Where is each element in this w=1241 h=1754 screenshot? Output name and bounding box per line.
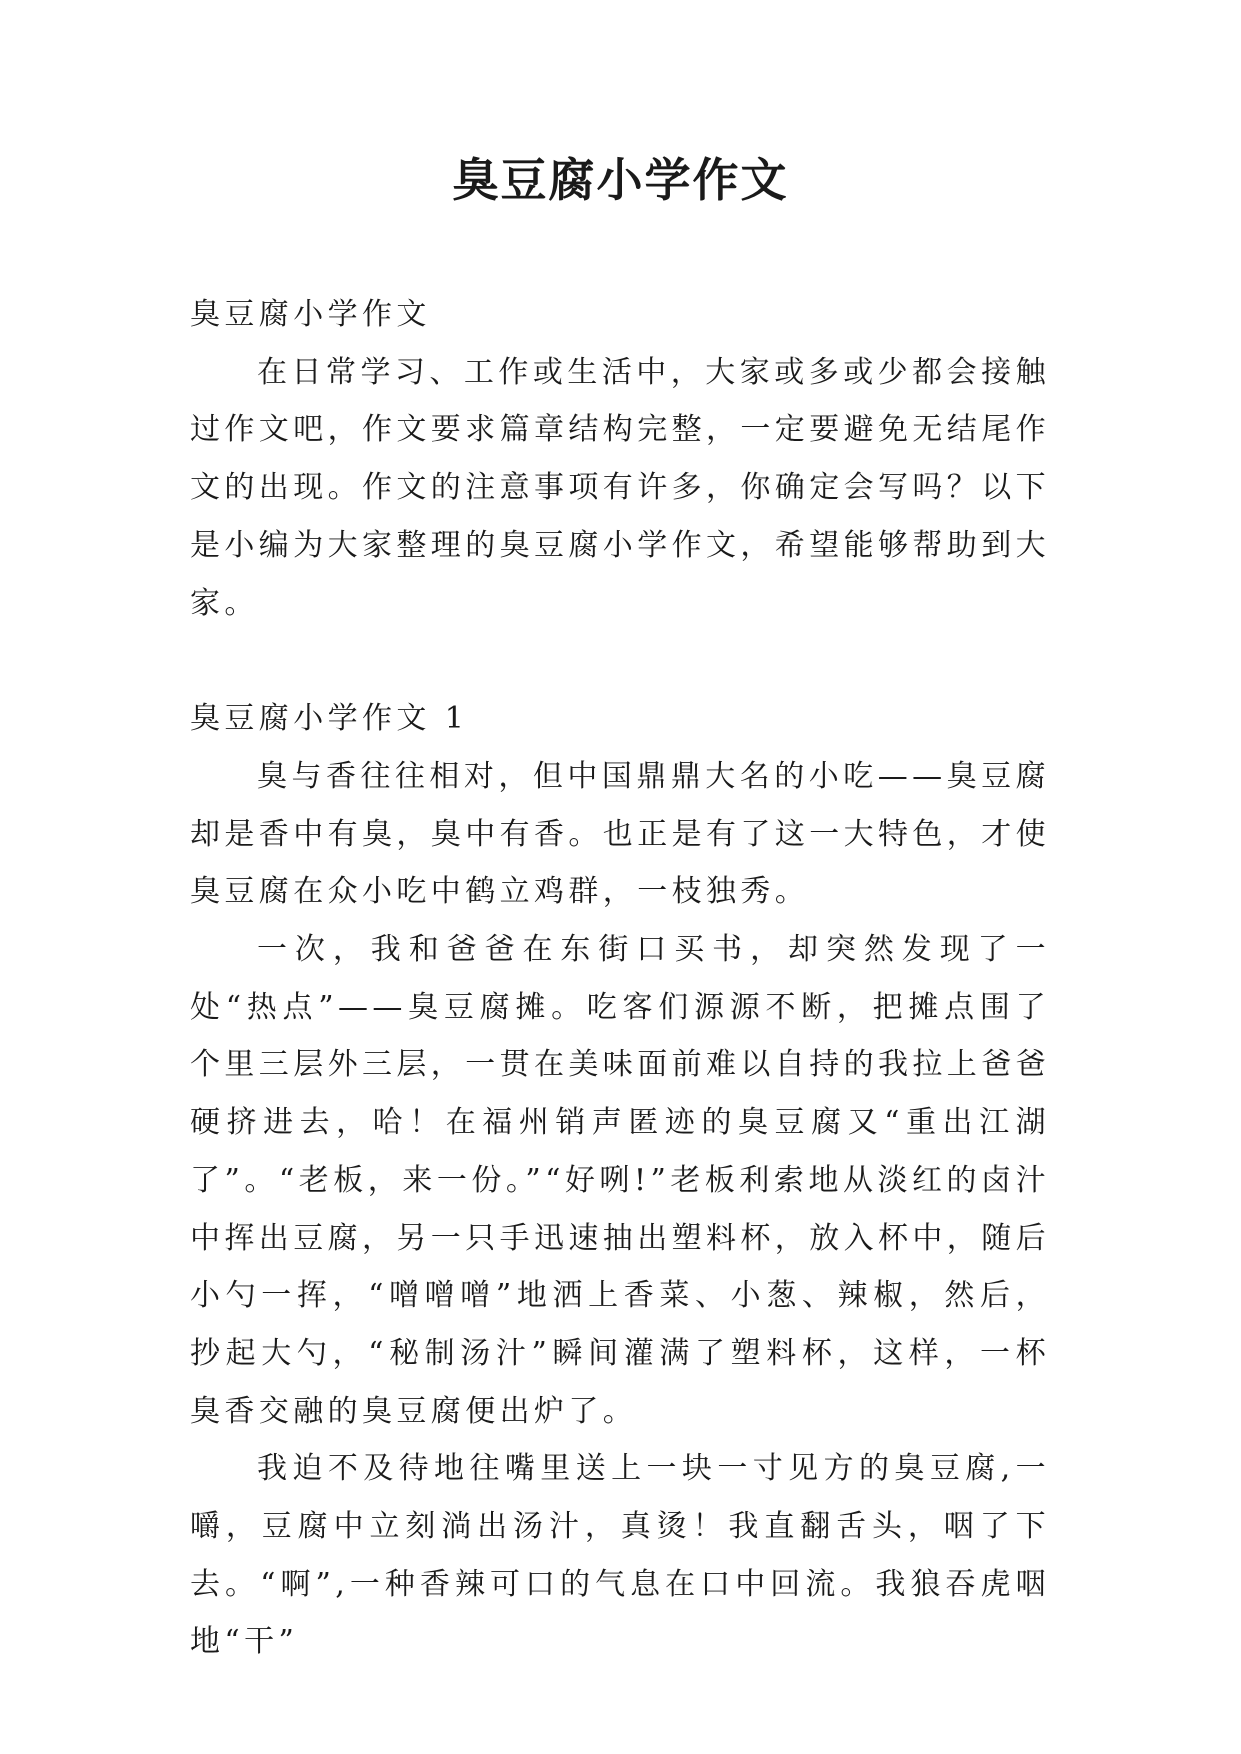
body-paragraph-2: 一次，我和爸爸在东街口买书，却突然发现了一处“热点”——臭豆腐摊。吃客们源源不断，把摊点围了个里三层外三层，一贯在美味面前难以自持的我拉上爸爸硬挤进去，哈！在福州销声匿迹的臭豆腐又“重出江湖了”。“老板，来一份。”“好咧!”老板利索地从淡红的卤汁中挥出豆腐，另一只手迅速抽出塑料杯，放入杯中，随后小勺一挥，“噌噌噌”地洒上香菜、小葱、辣椒，然后，抄起大勺，“秘制汤汁”瞬间灌满了塑料杯，这样，一杯臭香交融的臭豆腐便出炉了。: [190, 932, 1050, 1429]
document-title: 臭豆腐小学作文: [452, 153, 789, 207]
body-paragraph-3: 我迫不及待地往嘴里送上一块一寸见方的臭豆腐,一嚼，豆腐中立刻淌出汤汁，真烫！我直翻舌头，咽了下去。“啊”,一种香辣可口的气息在口中回流。我狼吞虎咽地“干”: [190, 1451, 1050, 1660]
section-heading: 臭豆腐小学作文 1: [190, 701, 469, 737]
intro-paragraph: 在日常学习、工作或生活中，大家或多或少都会接触过作文吧，作文要求篇章结构完整，一定要避免无结尾作文的出现。作文的注意事项有许多，你确定会写吗？以下是小编为大家整理的臭豆腐小学作文，希望能够帮助到大家。: [190, 354, 1050, 621]
intro-heading: 臭豆腐小学作文: [190, 297, 431, 332]
body-paragraph-1: 臭与香往往相对，但中国鼎鼎大名的小吃——臭豆腐却是香中有臭，臭中有香。也正是有了这一大特色，才使臭豆腐在众小吃中鹤立鸡群，一枝独秀。: [190, 758, 1050, 910]
document-body: [190, 286, 1050, 1671]
